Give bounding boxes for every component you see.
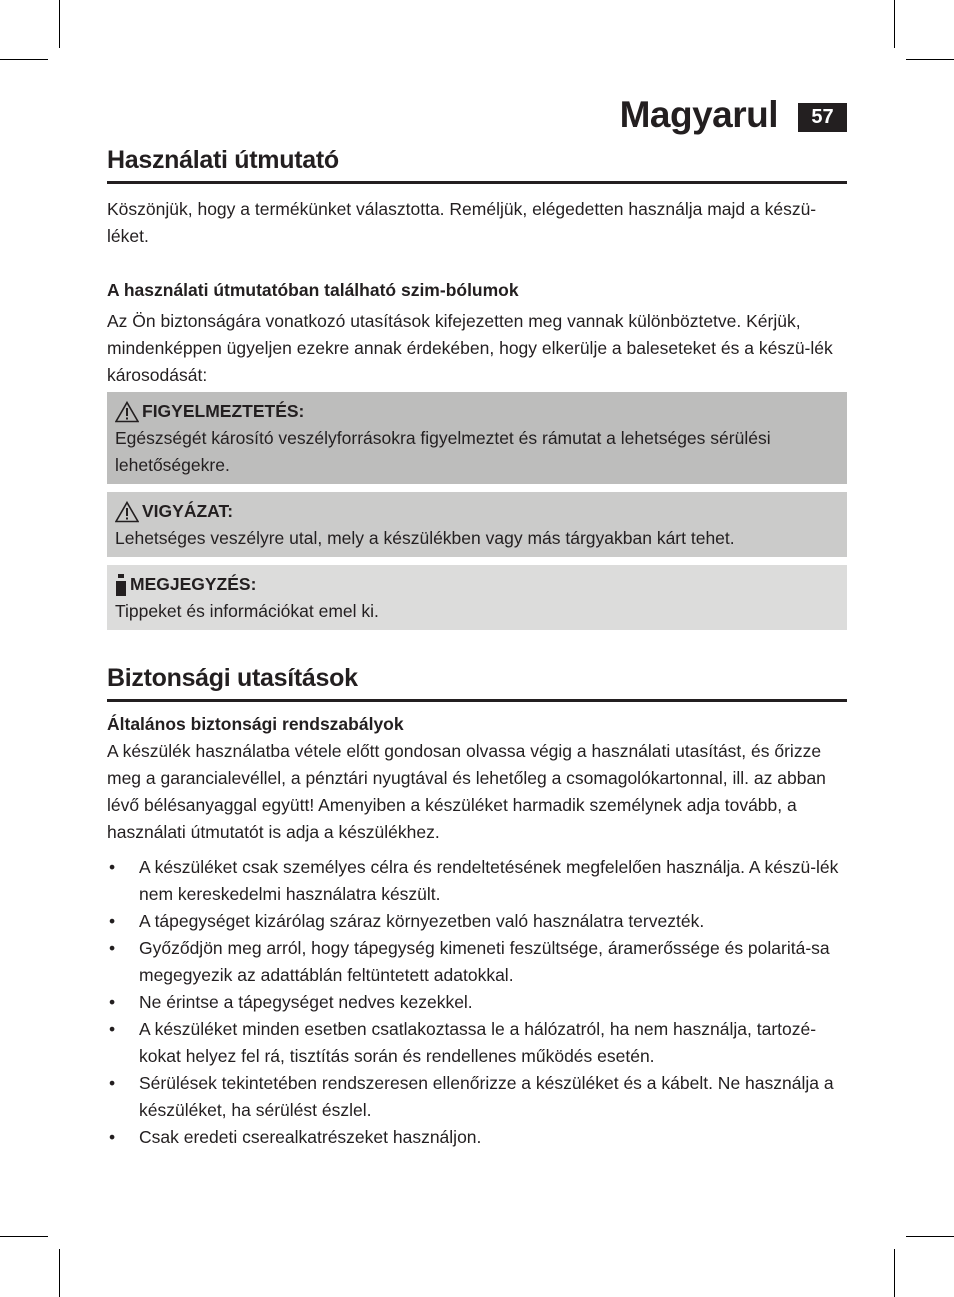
bullet-symbol: • [109,857,116,877]
bullet-symbol: • [109,1073,116,1093]
note-text: Tippeket és információkat emel ki. [115,601,379,621]
bullet-symbol: • [109,1019,116,1039]
caution-label [115,498,839,525]
crop-mark [906,1236,954,1237]
note-label [115,571,839,598]
list-item-text: A tápegységet kizárólag száraz környezetben való használatra tervezték. [139,911,705,931]
list-item-text: A készüléket minden esetben csatlakoztassa le a hálózatról, ha nem használja, tartozé-kokat helyez fel rá, tisztítás során és rendellenes működés esetén. [139,1019,817,1066]
list-item-text: A készüléket csak személyes célra és rendeltetésének megfelelően használja. A készü-lék nem kereskedelmi használatra készült. [139,857,839,904]
crop-mark [0,59,48,60]
page-content [107,146,847,1151]
list-item [107,989,847,1016]
crop-mark [906,59,954,60]
intro-paragraph: Köszönjük, hogy a termékünket választotta. Reméljük, elégedetten használja majd a készü-léket. [107,199,817,246]
warning-notice [107,392,847,484]
list-item [107,854,847,908]
bullet-symbol: • [109,992,116,1012]
safety-intro-paragraph: A készülék használatba vétele előtt gondosan olvassa végig a használati utasítást, és őrizze meg a garancialevéllel, a pénztári nyugtával és lehetőleg a csomagolókartonnal, ill. az abban lévő bélésanyaggal együtt! Amenyiben a készüléket harmadik személynek adja tovább, a használati útmutatót is adja a készülékhez. [107,741,826,842]
crop-mark [59,1249,60,1297]
caution-text: Lehetséges veszélyre utal, mely a készülékben vagy más tárgyakban kárt tehet. [115,528,735,548]
safety-subheading: Általános biztonsági rendszabályok [107,714,404,734]
list-item [107,1016,847,1070]
list-item [107,908,847,935]
list-item-text: Győződjön meg arról, hogy tápegység kimeneti feszültsége, áramerőssége és polaritá-sa megegyezik az adattáblán feltüntetett adatokkal. [139,938,830,985]
warning-text: Egészségét károsító veszélyforrásokra figyelmeztet és rámutat a lehetséges sérülési lehetőségekre. [115,428,771,475]
crop-mark [894,0,895,48]
section-title-manual: Használati útmutató [107,146,847,184]
symbols-heading: A használati útmutatóban található szim-bólumok [107,280,519,300]
list-item [107,935,847,989]
list-item-text: Ne érintse a tápegységet nedves kezekkel. [139,992,473,1012]
warning-label-text: FIGYELMEZTETÉS: [142,401,305,421]
list-item-text: Sérülések tekintetében rendszeresen ellenőrizze a készüléket és a kábelt. Ne használja a készüléket, ha sérülést észlel. [139,1073,834,1120]
crop-mark [0,1236,48,1237]
bullet-symbol: • [109,938,116,958]
note-notice [107,565,847,630]
language-title: Magyarul [619,94,778,135]
warning-triangle-icon [115,401,139,423]
page-number: 57 [798,103,847,132]
note-label-text: MEGJEGYZÉS: [130,574,257,594]
symbols-paragraph: Az Ön biztonságára vonatkozó utasítások kifejezetten meg vannak különböztetve. Kérjük, mindenképpen ügyeljen ezekre annak érdekében, hogy elkerülje a baleseteket és a készü-lék károsodását: [107,311,833,385]
list-item [107,1124,847,1151]
caution-label-text: VIGYÁZAT: [142,501,234,521]
crop-mark [59,0,60,48]
warning-triangle-icon [115,501,139,523]
crop-mark [894,1249,895,1297]
safety-bullet-list [107,854,847,1151]
caution-notice [107,492,847,557]
bullet-symbol: • [109,911,116,931]
warning-label [115,398,839,425]
info-icon [115,573,127,597]
bullet-symbol: • [109,1127,116,1147]
list-item-text: Csak eredeti cserealkatrészeket használjon. [139,1127,482,1147]
list-item [107,1070,847,1124]
section-title-safety: Biztonsági utasítások [107,664,847,702]
